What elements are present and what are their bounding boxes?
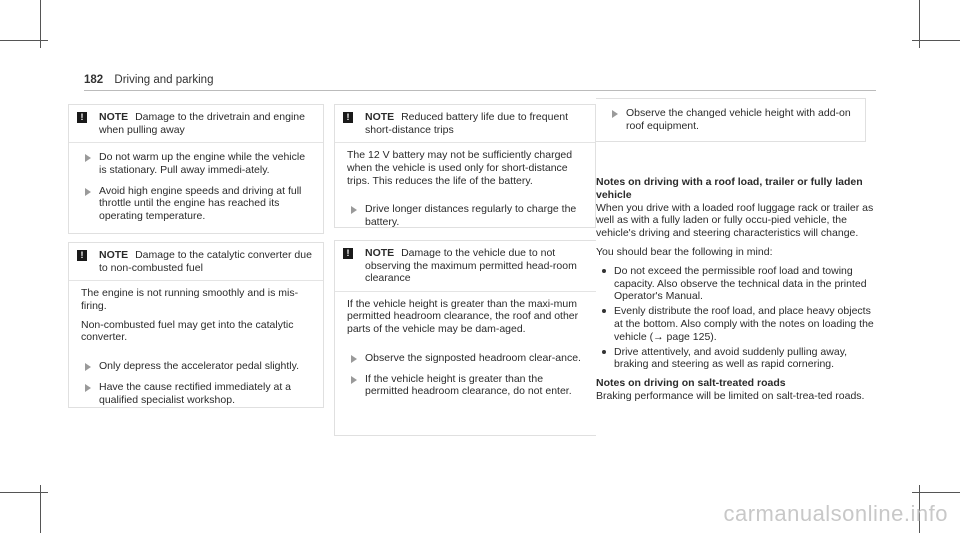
note-header: [69, 243, 323, 280]
step-text: Have the cause rectified immediately at a qualified specialist workshop.: [99, 380, 292, 406]
section-heading: Notes on driving on salt-treated roads: [596, 377, 786, 390]
list-item: [596, 305, 876, 343]
note-title: Damage to the drivetrain and engine when pulling away: [99, 111, 305, 136]
note-body: [69, 281, 323, 356]
step-text: Observe the signposted headroom clear-ance.: [365, 351, 581, 364]
step-arrow-icon: [85, 188, 91, 196]
note-battery: [334, 104, 596, 228]
note-headroom: [334, 240, 596, 436]
step-arrow-icon: [351, 206, 357, 214]
section-heading: Notes on driving with a roof load, trailer or fully laden vehicle: [596, 176, 863, 201]
list-item-text: Evenly distribute the roof load, and place heavy objects at the bottom. Also comply with the notes on loading the vehicle (→ page 125).: [614, 305, 874, 343]
step-arrow-icon: [85, 384, 91, 392]
note-body: [335, 143, 595, 199]
note-label: NOTE: [99, 249, 129, 261]
step-arrow-icon: [351, 376, 357, 384]
crop-mark: [912, 40, 960, 41]
step-text: Avoid high engine speeds and driving at full throttle until the engine has reached its operating temperature.: [99, 184, 302, 223]
list-item-text: Do not exceed the permissible roof load and towing capacity. Also observe the technical data in the printed Operator's Manual.: [614, 264, 867, 303]
step-box-roof-equipment: [596, 98, 866, 142]
step-item: [335, 199, 595, 233]
page-header: [84, 74, 213, 86]
note-body: [335, 292, 596, 348]
step-item: [69, 377, 323, 411]
crop-mark: [0, 40, 48, 41]
note-label: NOTE: [365, 247, 395, 259]
step-text: Only depress the accelerator pedal slightly.: [99, 360, 299, 373]
step-item: [69, 356, 323, 377]
list-item: [596, 265, 876, 303]
header-rule: [84, 90, 876, 91]
note-header: [335, 105, 595, 142]
step-arrow-icon: [351, 355, 357, 363]
bullet-icon: [602, 269, 606, 273]
step-arrow-icon: [85, 363, 91, 371]
paragraph: Non-combusted fuel may get into the catalytic converter.: [81, 318, 294, 344]
step-item: [335, 348, 596, 369]
step-item: [596, 99, 865, 137]
paragraph: If the vehicle height is greater than the maxi-mum permitted headroom clearance, the roof and other parts of the vehicle may be dam-aged.: [347, 297, 579, 336]
note-drivetrain: [68, 104, 324, 234]
list-item: [596, 346, 876, 372]
warning-icon: !: [343, 248, 353, 259]
warning-icon: !: [343, 112, 353, 123]
roof-load-section: [596, 176, 876, 409]
step-arrow-icon: [612, 110, 618, 118]
step-text: Observe the changed vehicle height with add-on roof equipment.: [626, 107, 851, 132]
bullet-list: [596, 265, 876, 371]
paragraph: You should bear the following in mind:: [596, 245, 773, 258]
step-arrow-icon: [85, 154, 91, 162]
crop-mark: [912, 492, 960, 493]
step-item: [335, 369, 596, 403]
note-title: Damage to the vehicle due to not observing the maximum permitted head-room clearance: [365, 247, 577, 284]
step-text: If the vehicle height is greater than the permitted headroom clearance, do not enter.: [365, 372, 572, 398]
paragraph: The engine is not running smoothly and is mis-firing.: [81, 287, 299, 312]
page-number: 182: [84, 74, 104, 86]
note-title: Damage to the catalytic converter due to non-combusted fuel: [99, 249, 312, 274]
crop-mark: [0, 492, 48, 493]
step-item: [69, 181, 323, 227]
note-header: [69, 105, 323, 142]
paragraph: Braking performance will be limited on salt-trea-ted roads.: [596, 389, 865, 402]
section-title: Driving and parking: [114, 74, 214, 86]
note-title: Reduced battery life due to frequent short-distance trips: [365, 111, 569, 136]
warning-icon: !: [77, 112, 87, 123]
list-item-text: Drive attentively, and avoid suddenly pulling away, braking and steering as well as rapid cornering.: [614, 345, 848, 371]
bullet-icon: [602, 309, 606, 313]
note-catalytic: [68, 242, 324, 408]
bullet-icon: [602, 350, 606, 354]
paragraph: When you drive with a loaded roof luggage rack or trailer as well as with a fully laden or fully occu-pied vehicle, the vehicle's driving and steering characteristics will change.: [596, 201, 874, 240]
step-item: [69, 147, 323, 181]
step-text: Do not warm up the engine while the vehicle is stationary. Pull away immedi-ately.: [99, 151, 306, 176]
note-label: NOTE: [99, 111, 129, 123]
note-label: NOTE: [365, 111, 395, 123]
note-header: [335, 241, 596, 291]
warning-icon: !: [77, 250, 87, 261]
watermark: carmanualsonline.info: [723, 501, 948, 526]
paragraph: The 12 V battery may not be sufficiently charged when the vehicle is used only for short-distance trips. This reduces the life of the battery.: [347, 149, 573, 187]
step-text: Drive longer distances regularly to charge the battery.: [365, 203, 577, 229]
